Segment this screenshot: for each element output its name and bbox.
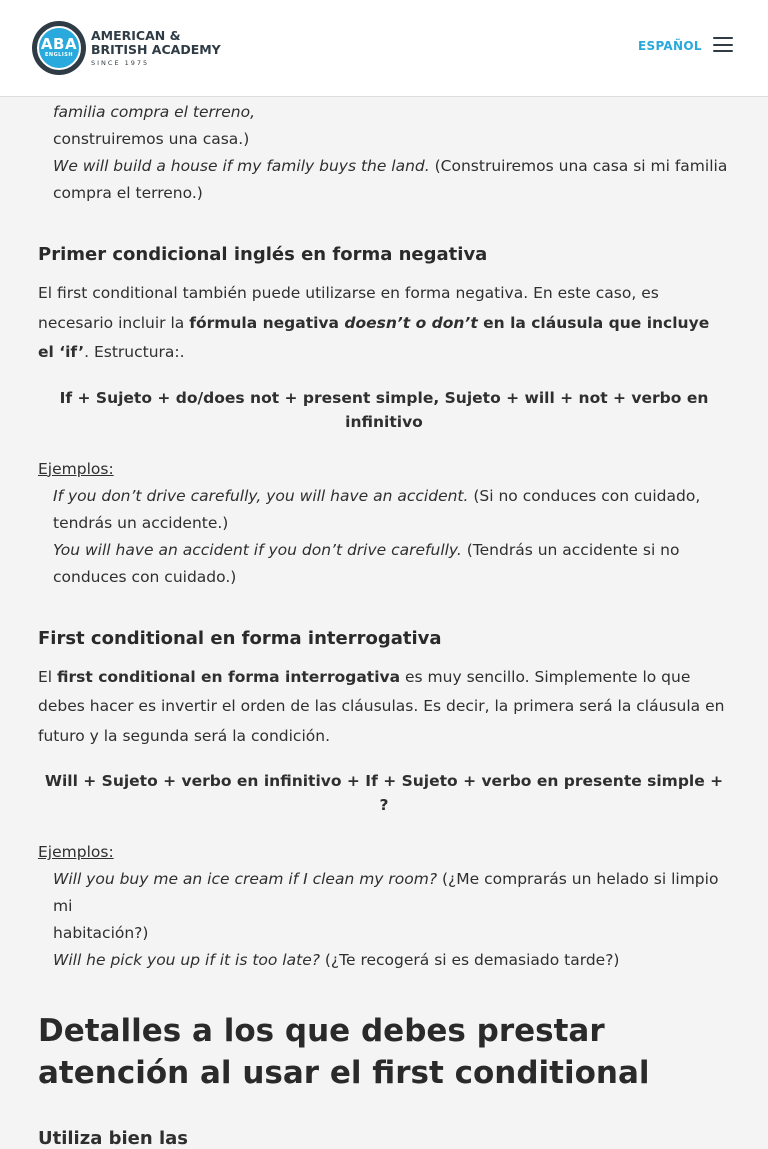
example-line (38, 180, 730, 207)
example-translation: (Si no conduces con cuidado, (468, 486, 701, 505)
hamburger-menu-icon[interactable] (713, 36, 735, 54)
example-translation: (¿Te recogerá si es demasiado tarde?) (319, 951, 620, 969)
example-translation: (Construiremos una casa si mi familia (429, 157, 728, 175)
example-english: Will he pick you up if it is too late? (53, 951, 320, 969)
negative-paragraph: El first conditional también puede utilizarse en forma negativa. En este caso, es necesario incluir la fórmula negativa doesn’t o don’t en la cláusula que incluye el ‘if’. Estructura:. (38, 284, 710, 361)
example-line (38, 126, 730, 153)
interrogative-formula: Will + Sujeto + verbo en infinitivo + If + Sujeto + verbo en presente simple + ? (44, 772, 724, 814)
interrogative-paragraph: El first conditional en forma interrogativa es muy sencillo. Simplemente lo que debes hacer es invertir el orden de las cláusulas. Es decir, la primera será la cláusula en futuro y la segunda será la condición. (38, 667, 725, 745)
example-translation: construiremos una casa.) (53, 130, 250, 148)
examples-label: Ejemplos: (38, 843, 114, 861)
example-translation: tendrás un accidente.) (53, 513, 229, 532)
example-english: Will you buy me an ice cream if I clean my room? (53, 870, 438, 888)
logo-badge (32, 21, 86, 75)
example-translation: habitación?) (53, 924, 149, 942)
section-heading-details: Detalles a los que debes prestar atención al usar el first conditional (38, 1013, 650, 1091)
example-line (38, 483, 730, 510)
example-line (38, 866, 730, 920)
example-line (38, 510, 730, 537)
example-english: We will build a house if my family buys the land. (53, 157, 430, 175)
section-heading-interrogative: First conditional en forma interrogativa (38, 627, 442, 649)
logo-badge-text: ABA (40, 35, 78, 53)
logo-name-line1: AMERICAN & (91, 28, 181, 43)
example-line (38, 537, 730, 564)
example-english: You will have an accident if you don’t drive carefully. (53, 540, 462, 559)
example-line (38, 564, 730, 591)
example-translation: (Tendrás un accidente si no (461, 540, 680, 559)
examples-label: Ejemplos: (38, 459, 114, 478)
example-translation: (¿Me comprarás un helado si limpio mi (53, 870, 719, 915)
logo-badge-subtext: ENGLISH (44, 52, 74, 58)
language-switch-link[interactable]: ESPAÑOL (638, 39, 702, 53)
example-line (38, 153, 730, 180)
site-logo[interactable] (32, 19, 226, 77)
next-subheading: Utiliza bien las (38, 1128, 188, 1149)
section-heading-negative: Primer condicional inglés en forma negativa (38, 244, 488, 265)
example-partial-text: familia compra el terreno, (53, 103, 256, 121)
example-line (38, 947, 730, 974)
example-english: If you don’t drive carefully, you will have an accident. (53, 486, 469, 505)
site-header (0, 0, 768, 97)
example-translation: compra el terreno.) (53, 184, 203, 202)
example-translation: conduces con cuidado.) (53, 567, 237, 586)
logo-wordmark (91, 29, 221, 67)
logo-since: SINCE 1975 (91, 59, 150, 67)
negative-formula: If + Sujeto + do/does not + present simple, Sujeto + will + not + verbo en infinitivo (59, 388, 709, 431)
logo-name-line2: BRITISH ACADEMY (91, 42, 221, 57)
example-line (38, 920, 730, 947)
